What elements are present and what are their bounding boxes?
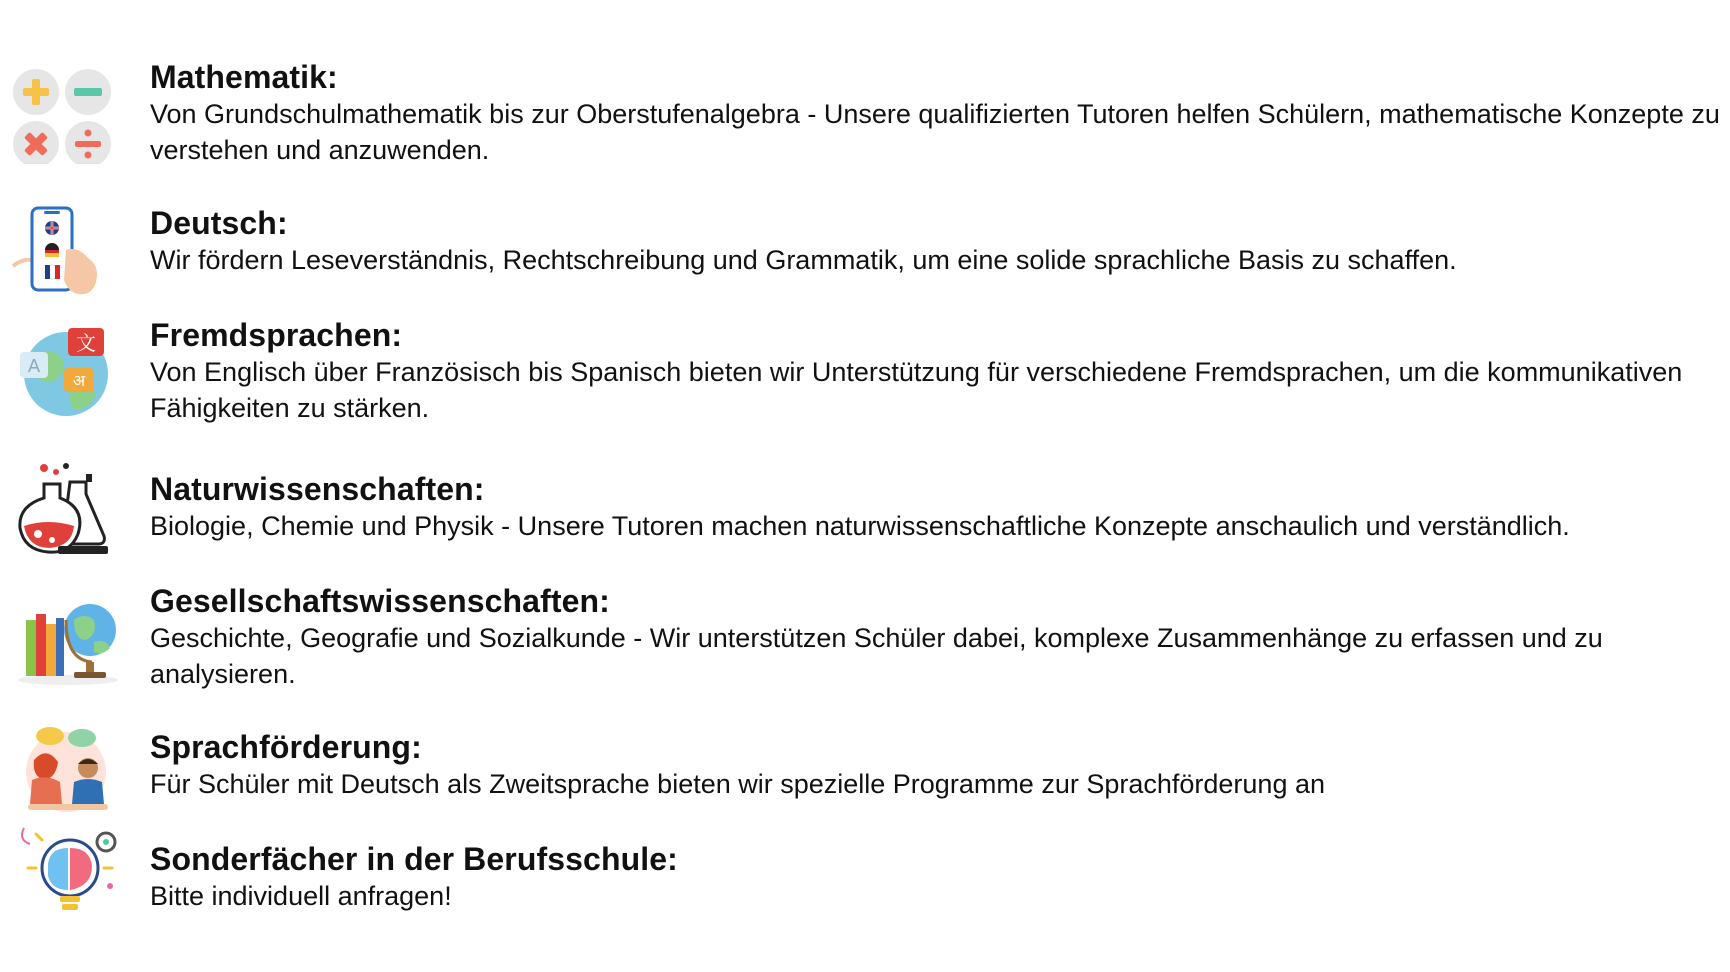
brain-lightbulb-icon — [8, 820, 126, 920]
subject-description: Geschichte, Geografie und Sozialkunde - Wir unterstützen Schüler dabei, komplexe Zusammenhänge zu erfassen und zu analysieren. — [150, 623, 1603, 689]
svg-text:A: A — [27, 356, 41, 377]
svg-text:文: 文 — [76, 331, 96, 355]
math-operators-icon — [8, 64, 126, 164]
subject-text — [150, 58, 1722, 168]
svg-text:अ: अ — [72, 371, 86, 390]
subject-title: Sprachförderung: — [150, 729, 422, 765]
lab-flask-icon — [8, 462, 126, 562]
subject-text — [150, 316, 1722, 426]
subject-title: Mathematik: — [150, 59, 338, 95]
subject-text — [150, 840, 1722, 914]
subject-title: Gesellschaftswissenschaften: — [150, 583, 610, 619]
subject-text — [150, 470, 1722, 544]
subject-description: Wir fördern Leseverständnis, Rechtschreibung und Grammatik, um eine solide sprachliche Basis zu schaffen. — [150, 245, 1457, 275]
children-talking-icon — [8, 720, 126, 820]
subject-text — [150, 204, 1722, 278]
globe-translate-icon — [8, 324, 126, 424]
subject-description: Für Schüler mit Deutsch als Zweitsprache bieten wir spezielle Programme zur Sprachförderung an — [150, 769, 1326, 799]
phone-flags-icon — [8, 206, 126, 306]
subject-description: Biologie, Chemie und Physik - Unsere Tutoren machen naturwissenschaftliche Konzepte anschaulich und verständlich. — [150, 511, 1570, 541]
subject-text — [150, 582, 1722, 692]
subject-description: Bitte individuell anfragen! — [150, 881, 452, 911]
subject-title: Deutsch: — [150, 205, 288, 241]
subject-description: Von Englisch über Französisch bis Spanisch bieten wir Unterstützung für verschiedene Fremdsprachen, um die kommunikativen Fähigkeiten zu stärken. — [150, 357, 1683, 423]
subject-description: Von Grundschulmathematik bis zur Oberstufenalgebra - Unsere qualifizierten Tutoren helfen Schülern, mathematische Konzepte zu verstehen und anzuwenden. — [150, 99, 1720, 165]
subject-text — [150, 728, 1722, 802]
books-globe-icon — [8, 590, 126, 690]
subject-title: Naturwissenschaften: — [150, 471, 485, 507]
subject-title: Sonderfächer in der Berufsschule: — [150, 841, 678, 877]
subject-title: Fremdsprachen: — [150, 317, 403, 353]
